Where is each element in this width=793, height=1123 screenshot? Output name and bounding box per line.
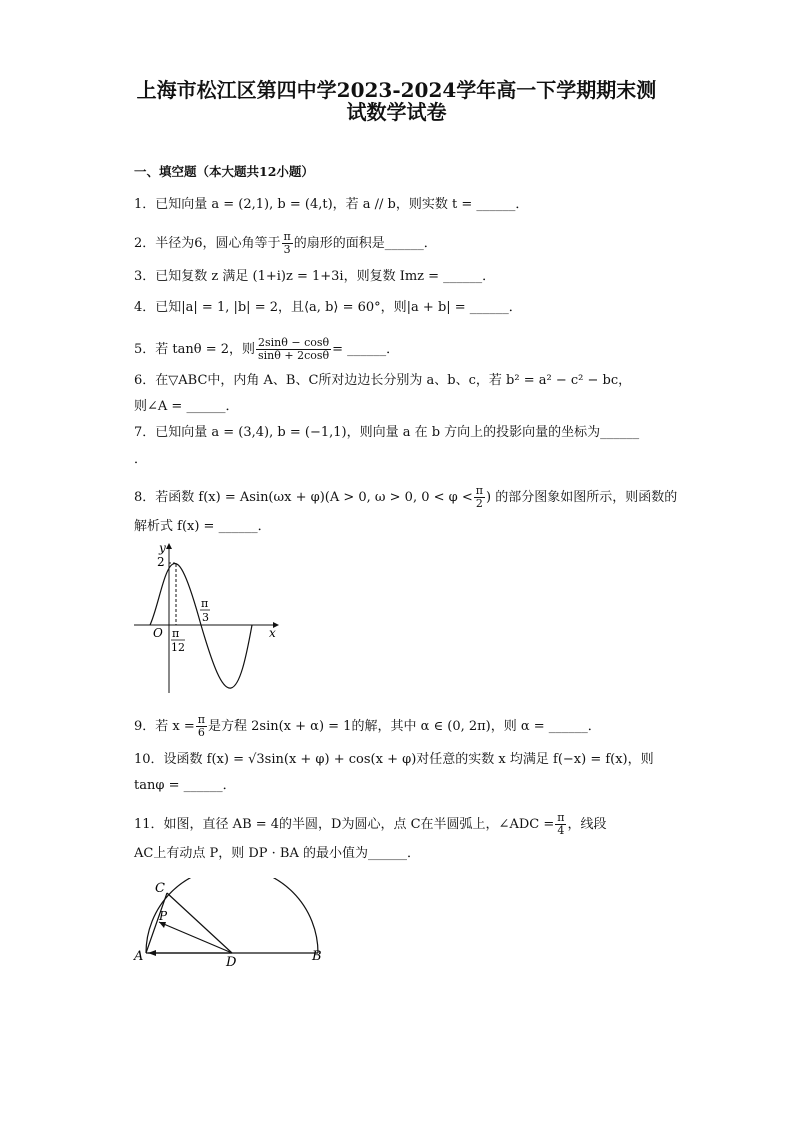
question-5-fraction [256,337,331,362]
question-8-fraction [474,485,485,510]
fraction-denominator: 6 [197,726,205,739]
point-label-D: D [226,955,237,968]
question-8-line2: 解析式 f(x) = ______． [134,519,271,534]
question-8-line1 [134,485,677,510]
question-11-line2: AC上有动点 P，则 DP · BA 的最小值为______． [134,846,420,861]
semicircle-arc [146,878,318,953]
question-10-line2: tanφ = ______． [134,778,236,793]
question-5 [134,337,399,362]
question-2-fraction [282,231,293,256]
fraction-numerator: π [557,811,565,824]
fraction-numerator: π [475,484,484,497]
fraction-denominator: 3 [283,243,291,256]
x-axis-label: x [269,626,276,640]
question-5-post: = ______． [332,342,400,357]
tick-pi-12-num: π [172,627,180,640]
page-title-line1: 上海市松江区第四中学2023-2024学年高一下学期期末测 [136,78,657,102]
page-title-line2: 试数学试卷 [346,100,447,124]
question-11-fraction [555,812,566,837]
section-heading: 一、填空题（本大题共12小题） [134,164,314,179]
question-8-pre: 8．若函数 f(x) = Asin(ωx + φ)(A > 0, ω > 0, 0 < φ < [134,490,473,505]
question-11-line1 [134,812,606,837]
sine-graph [128,538,288,698]
question-7-line2: ． [134,452,148,467]
fraction-denominator: 4 [557,824,565,837]
semicircle-figure [130,878,330,968]
question-9-pre: 9．若 x = [134,719,195,734]
point-label-B: B [312,949,322,964]
fraction-denominator: sinθ + 2cosθ [258,349,330,362]
tick-pi-12-den: 12 [171,641,185,654]
question-9-fraction [196,714,207,739]
fraction-numerator: 2sinθ − cosθ [258,336,330,349]
fraction-numerator: π [197,713,205,726]
arrowhead-A [148,950,156,956]
question-11-post: ，线段 [567,817,607,832]
y-axis-label: y [159,541,166,555]
question-3: 3．已知复数 z 满足 (1+i)z = 1+3i，则复数 Imz = ______． [134,269,496,284]
question-10-line1: 10．设函数 f(x) = √3sin(x + φ) + cos(x + φ)对任意的实数 x 均满足 f(−x) = f(x)，则 [134,752,654,767]
sine-curve [150,563,252,688]
question-9-post: 是方程 2sin(x + α) = 1的解，其中 α ∈ (0, 2π)，则 α = ______． [208,719,601,734]
peak-value-label: 2 [157,555,165,569]
question-4: 4．已知|a| = 1, |b| = 2，且⟨a, b⟩ = 60°，则|a + b| = ______． [134,300,522,315]
tick-pi-3-den: 3 [202,611,209,624]
question-6-line2: 则∠A = ______． [134,399,239,414]
question-2 [134,231,437,256]
question-2-pre: 2．半径为6，圆心角等于 [134,236,281,251]
point-label-C: C [155,881,165,896]
tick-pi-3-num: π [201,597,209,610]
vector-DP [159,922,232,953]
fraction-numerator: π [283,230,291,243]
question-7-line1: 7．已知向量 a = (3,4), b = (−1,1)，则向量 a 在 b 方向上的投影向量的坐标为______ [134,425,640,440]
origin-label: O [153,626,163,640]
question-6-line1: 6．在▽ABC中，内角 A、B、C所对边边长分别为 a、b、c，若 b² = a² − c² − bc， [134,373,632,388]
point-label-P: P [159,909,168,923]
question-5-pre: 5．若 tanθ = 2，则 [134,342,256,357]
segment-DC [167,893,232,953]
question-9 [134,714,601,739]
question-2-post: 的扇形的面积是______． [293,236,437,251]
fraction-denominator: 2 [475,497,483,510]
question-1: 1．已知向量 a = (2,1), b = (4,t)，若 a // b，则实数 t = ______． [134,197,529,212]
question-8-post: ) 的部分图象如图所示，则函数的 [486,490,678,505]
point-label-A: A [134,949,144,964]
question-11-pre: 11．如图，直径 AB = 4的半圆，D为圆心，点 C在半圆弧上，∠ADC = [134,817,555,832]
